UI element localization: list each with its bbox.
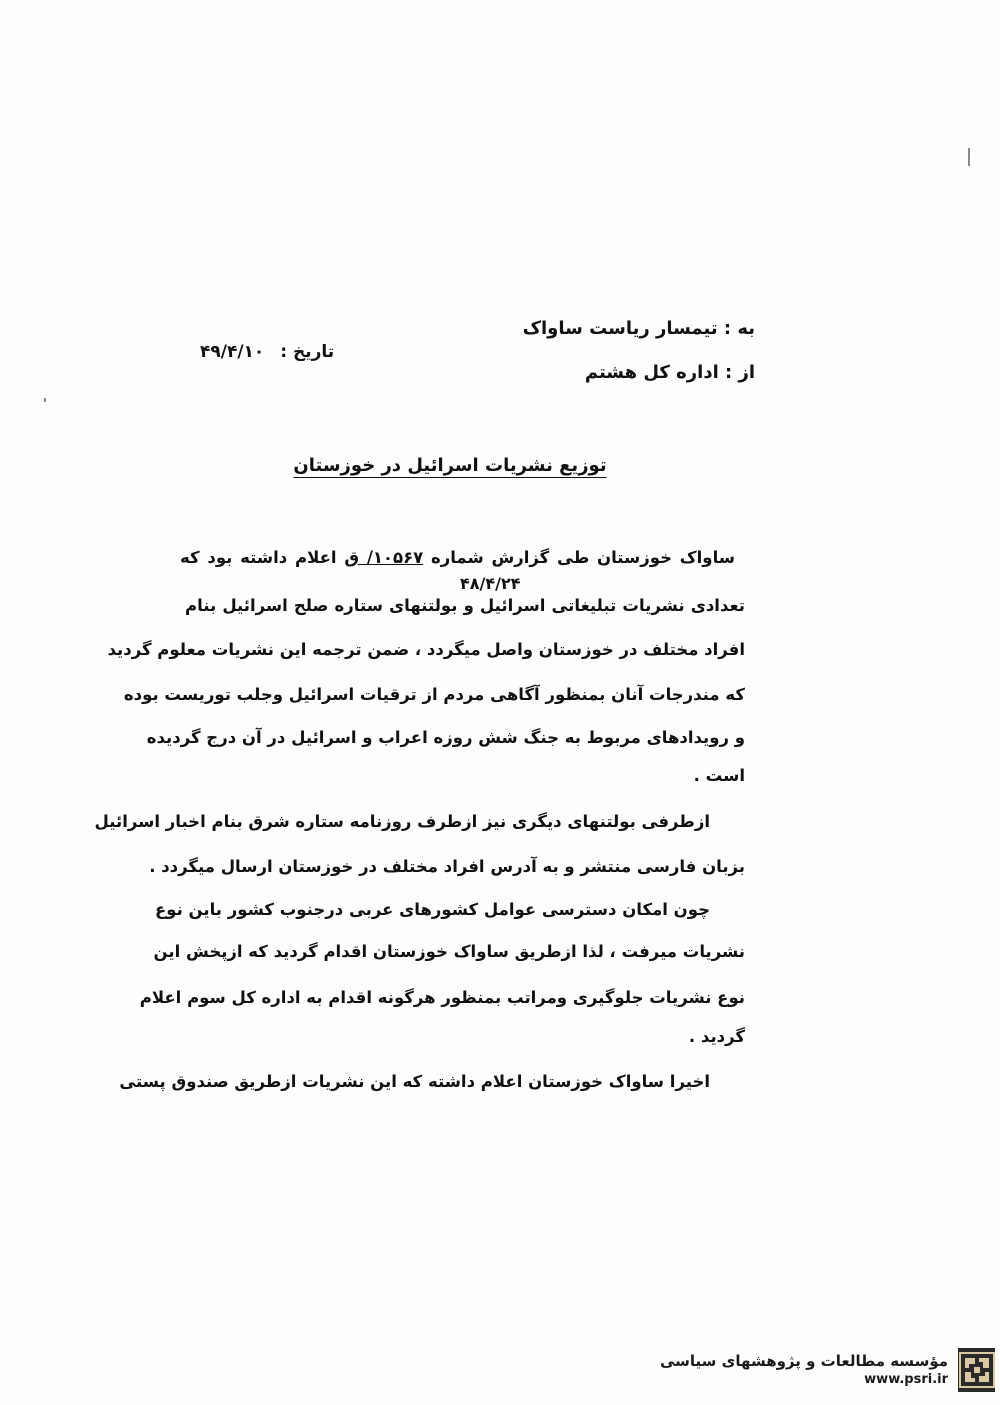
recipient-line: به : تیمسار ریاست ساواک: [522, 318, 755, 339]
paragraph-2-line-2: بزبان فارسی منتشر و به آدرس افراد مختلف در خوزستان ارسال میگردد .: [149, 857, 745, 876]
scan-artifact-top: [968, 148, 970, 166]
institute-text: [660, 1351, 948, 1389]
institute-watermark: [660, 1345, 995, 1395]
paragraph-1-line-4: که مندرجات آنان بمنظور آگاهی مردم از ترقیات اسرائیل وجلب توریست بوده: [123, 685, 745, 704]
scan-artifact-left: [44, 398, 46, 402]
date-value: ۴۹/۴/۱۰: [200, 342, 265, 362]
paragraph-2-line-1: ازطرفی بولتنهای دیگری نیز ازطرف روزنامه ستاره شرق بنام اخبار اسرائیل: [94, 812, 710, 831]
institute-emblem-icon: [958, 1348, 995, 1392]
date-block: [200, 342, 334, 362]
institute-url[interactable]: www.psri.ir: [864, 1372, 949, 1387]
date-label: تاریخ :: [280, 342, 335, 362]
paragraph-1-line-3: افراد مختلف در خوزستان واصل میگردد ، ضمن ترجمه این نشریات معلوم گردید: [107, 640, 745, 659]
paragraph-3-line-4: گردید .: [688, 1027, 745, 1046]
paragraph-4-line-1: اخیرا ساواک خوزستان اعلام داشته که این نشریات ازطریق صندوق پستی: [119, 1072, 710, 1091]
paragraph-1-line-2: تعدادی نشریات تبلیغاتی اسرائیل و بولتنهای ستاره صلح اسرائیل بنام: [185, 596, 745, 615]
sender-line: از : اداره کل هشتم: [584, 362, 755, 383]
subject-text: توزیع نشریات اسرائیل در خوزستان: [293, 455, 607, 476]
paragraph-3-line-2: نشریات میرفت ، لذا ازطریق ساواک خوزستان اقدام گردید که ازپخش این: [153, 942, 745, 961]
paragraph-3-line-3: نوع نشریات جلوگیری ومراتب بمنظور هرگونه اقدام به اداره کل سوم اعلام: [139, 988, 745, 1007]
report-reference-date: ۴۸/۴/۲۴: [460, 574, 521, 593]
report-reference-number: ۱۰۵۶۷/ ق: [344, 548, 424, 567]
paragraph-1-line-6: است .: [693, 766, 745, 785]
subject-heading: [0, 455, 900, 476]
paragraph-3-line-1: چون امکان دسترسی عوامل کشورهای عربی درجنوب کشور باین نوع: [155, 900, 710, 919]
paragraph-1-line-5: و رویدادهای مربوط به جنگ شش روزه اعراب و اسرائیل در آن درج گردیده: [146, 728, 745, 747]
paragraph-1-line-1: ساواک خوزستان طی گزارش شماره ۱۰۵۶۷/ ق اعلام داشته بود که: [180, 548, 735, 567]
institute-name: مؤسسه مطالعات و پژوهشهای سیاسی: [660, 1352, 949, 1370]
